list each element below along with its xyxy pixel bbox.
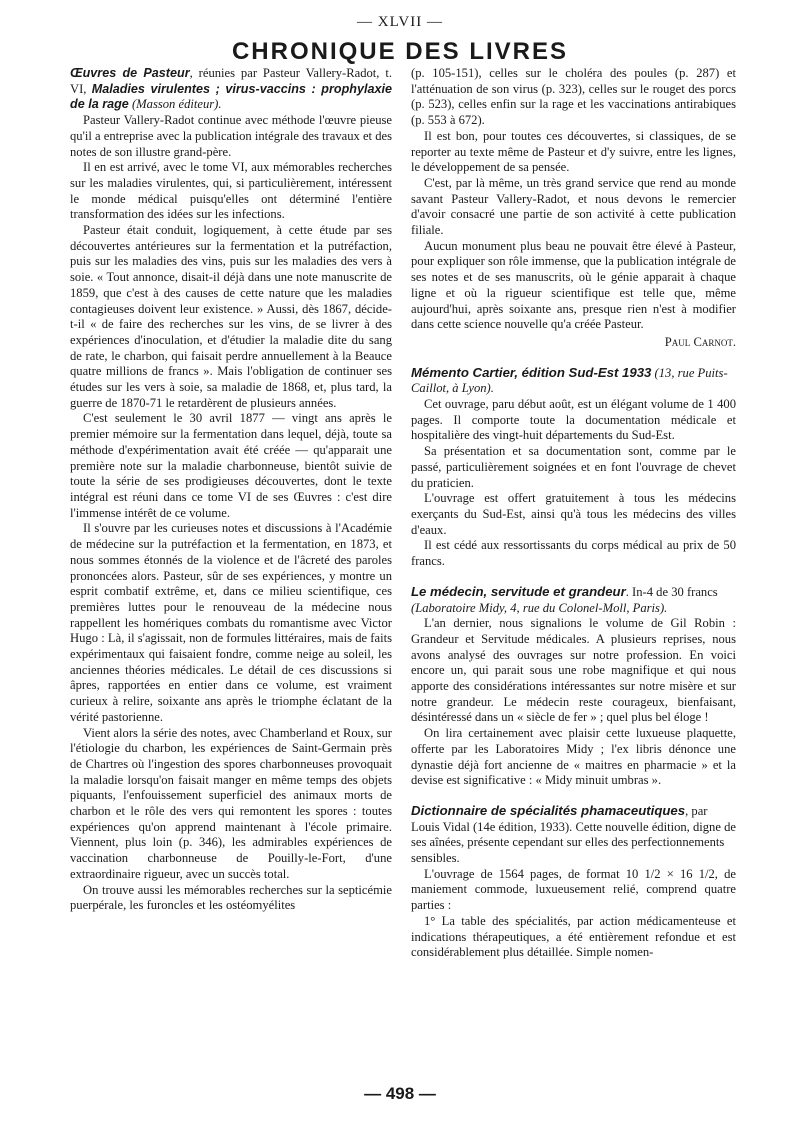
paragraph: Il est cédé aux ressortissants du corps médical au prix de 50 francs. xyxy=(411,538,736,569)
paragraph: Il s'ouvre par les curieuses notes et discussions à l'Académie de médecine sur la putréfaction et la fermentation, en 1873, et nous sommes étonnés de la violence et de l'âcreté des paroles prononcées alors. Pasteur, sûr de ses expériences, y montre un esprit combatif extrême, et, dans ce milieu scientifique, ces premières luttes pour le renouveau de la médecine nous rappellent les homériques combats du romantisme avec Victor Hugo : Là, il s'agissait, non de formules littéraires, mais de faits expérimentaux qui faisaient fondre, comme neige au soleil, les anciennes théories médicales. Le détail de ces discussions si âpres, rapportées en entier dans ce volume, est vraiment curieux à relire, soixante ans après le triomphe éclatant de la vérité pastorienne. xyxy=(70,521,392,724)
article-dictionnaire-byline: , par Louis Vidal (14e édition, 1933). Cette nouvelle édition, digne de ses aînées, présente cependant sur elles des perfectionnements sensibles. xyxy=(411,803,736,866)
article-medecin-heading xyxy=(411,584,736,616)
paragraph: 1° La table des spécialités, par action médicamenteuse et indications thérapeutiques, a été entièrement refondue et est considérablement plus détaillée. Simple nomen- xyxy=(411,913,736,960)
article-pasteur-title: Œuvres de Pasteur xyxy=(70,66,190,80)
paragraph: Aucun monument plus beau ne pouvait être élevé à Pasteur, pour expliquer son rôle immense, que la publication intégrale de ses notes et de ses manuscrits, où le génie apparait à chaque ligne et où la rigueur scientifique est telle que, même aujourd'hui, après soixante ans, presque rien n'est à modifier dans cette science nouvelle qu'a créée Pasteur. xyxy=(411,238,736,332)
article-medecin-format: . In-4 de 30 francs xyxy=(625,584,718,599)
paragraph: L'ouvrage est offert gratuitement à tous les médecins exerçants du Sud-Est, ainsi qu'à tous les médecins des villes d'eaux. xyxy=(411,491,736,537)
paragraph: Pasteur Vallery-Radot continue avec méthode l'œuvre pieuse qu'il a entreprise avec la publication intégrale des travaux et des notes de son illustre grand-père. xyxy=(70,113,392,159)
paragraph: Vient alors la série des notes, avec Chamberland et Roux, sur l'étiologie du charbon, les expériences de Saint-Germain près de Chartres où l'ingestion des spores charbonneuses provoquait la maladie lorsqu'on faisait manger en même temps des objets piquants, l'enfouissement superficiel des animaux morts de charbon et le rôle des vers qui remontent les spores : toutes expériences qu'on apprend maintenant à l'école primaire. Viennent, plus loin (p. 346), les admirables expériences de vaccination charbonneuse de Pouilly-le-Fort, d'une extraordinaire rigueur, avec un succès total. xyxy=(70,725,392,881)
article-medecin-publisher: (Laboratoire Midy, 4, rue du Colonel-Moll, Paris). xyxy=(411,600,668,615)
paragraph: Pasteur était conduit, logiquement, à cette étude par ses découvertes antérieures sur la fermentation et la putréfaction, puis sur les maladies des vins, puis sur les maladies des vers à soie. « Tout annonce, disait-il déjà dans une note manuscrite de 1859, que c'est à des causes de cette nature que les maladies contagieuses doivent leur existence. » Aussi, dès 1867, décide-t-il « de faire des recherches sur les vins, de se livrer à des expériences d'inoculation, et d'étudier la maladie dite du sang de rate, le charbon, qui faisait perdre annuellement à la Beauce quatre millions de francs ». Mais l'obligation de continuer ses études sur les vers à soie, sa maladie de 1868, et, plus tard, la guerre de 1870-71 le retardèrent de plusieurs années. xyxy=(70,223,392,410)
article-pasteur-heading xyxy=(70,66,392,113)
paragraph: L'an dernier, nous signalions le volume de Gil Robin : Grandeur et Servitude médicales. A plusieurs reprises, nous avons analysé des ouvrages sur notre profession. En voici encore un, qui parait sous une robe magnifique et qui nous apporte des considérations intéressantes sur notre misère et sur notre grandeur. Le médecin reste courageux, bienfaisant, désintéressé dans un « siècle de fer » ; quel plus bel éloge ! xyxy=(411,616,736,725)
paragraph: (p. 105-151), celles sur le choléra des poules (p. 287) et l'atténuation de son virus (p. 323), celles sur le rouget des porcs (p. 523), celles enfin sur la rage et les vaccinations antirabiques (p. 553 à 672). xyxy=(411,66,736,128)
left-column xyxy=(70,66,392,914)
article-dictionnaire-heading xyxy=(411,803,736,867)
article-pasteur-publisher: (Masson éditeur). xyxy=(131,97,222,112)
paragraph: Cet ouvrage, paru début août, est un élégant volume de 1 400 pages. Il comporte toute la documentation médicale et hospitalière des vingt-huit départements du Sud-Est. xyxy=(411,397,736,443)
author-signature: Paul Carnot. xyxy=(664,334,736,349)
article-medecin-title: Le médecin, servitude et grandeur xyxy=(411,583,626,599)
paragraph: Il est bon, pour toutes ces découvertes, si classiques, de se reporter au texte même de Pasteur et d'y suivre, entre les lignes, le développement de sa pensée. xyxy=(411,128,736,175)
article-memento-title: Mémento Cartier, édition Sud-Est 1933 xyxy=(411,364,652,380)
article-pasteur-subtitle: Maladies virulentes ; virus-vaccins : prophylaxie de la rage xyxy=(70,81,392,112)
paragraph: C'est seulement le 30 avril 1877 — vingt ans après le premier mémoire sur la fermentation dans lequel, déjà, toute sa méthode d'expérimentation avait été créée — qu'apparait une première note sur la maladie charbonneuse, bientôt suivie de toute la série de ses prodigieuses découvertes, dont le texte intégral est réuni dans ce tome VI de ses Œuvres : c'est dire l'immense intérêt de ce volume. xyxy=(70,411,392,520)
article-memento-heading xyxy=(411,365,736,397)
article-pasteur-editor: , réunies par Pasteur Vallery-Radot, t. VI, xyxy=(70,66,392,96)
page-number: — 498 — xyxy=(364,1084,436,1103)
section-title: CHRONIQUE DES LIVRES xyxy=(231,38,569,65)
right-column xyxy=(411,66,736,961)
paragraph: Il en est arrivé, avec le tome VI, aux mémorables recherches sur les maladies virulentes, qui, si particulièrement, intéressent le monde médical puisqu'elles ont déterminé l'entière transformation des idées sur les infections. xyxy=(70,160,392,222)
paragraph: On lira certainement avec plaisir cette luxueuse plaquette, offerte par les Laboratoires Midy ; l'ex libris dénonce une dynastie déjà fort ancienne de « maitres en pharmacie » et la devise est significative : « Midy minuit umbras ». xyxy=(411,726,736,788)
article-memento-address: (13, rue Puits-Caillot, à Lyon). xyxy=(411,365,728,396)
roman-page-number: — XLVII — xyxy=(357,14,443,30)
article-dictionnaire-title: Dictionnaire de spécialités phamaceutiques xyxy=(411,802,686,818)
paragraph: L'ouvrage de 1564 pages, de format 10 1/2 × 16 1/2, de maniement commode, luxueusement relié, comprend quatre parties : xyxy=(411,866,736,913)
paragraph: Sa présentation et sa documentation sont, comme par le passé, particulièrement soignées et en font l'ouvrage de chevet du praticien. xyxy=(411,444,736,490)
paragraph: On trouve aussi les mémorables recherches sur la septicémie puerpérale, les furoncles et les ostéomyélites xyxy=(70,882,392,913)
paragraph: C'est, par là même, un très grand service que rend au monde savant Pasteur Vallery-Radot, et nous devons le remercier d'avoir consacré une partie de son activité à cette publication filiale. xyxy=(411,175,736,238)
